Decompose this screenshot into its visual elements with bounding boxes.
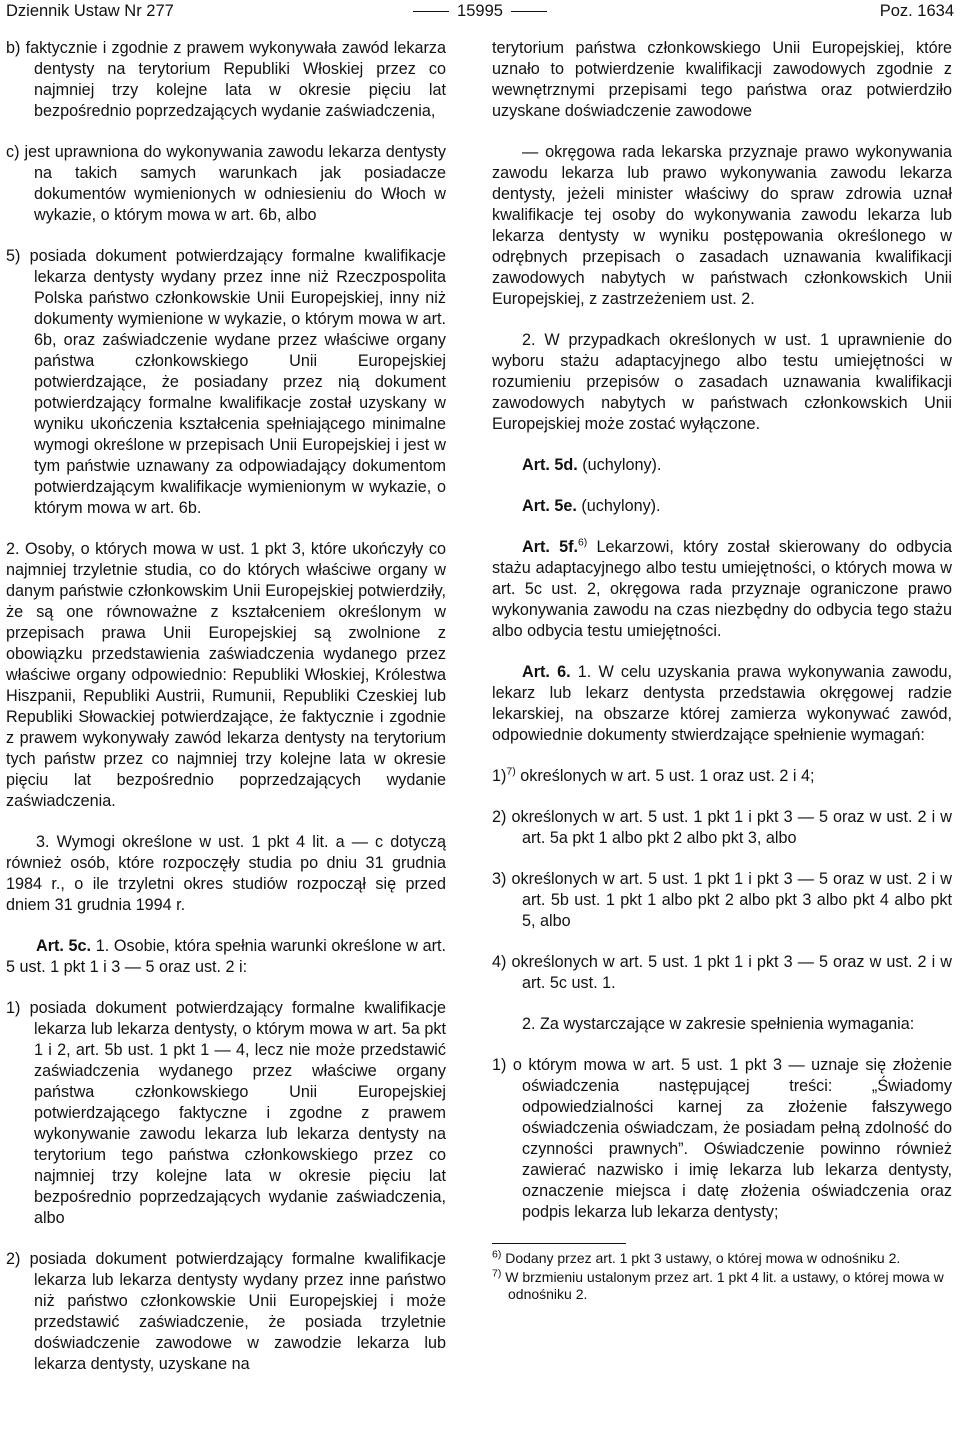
footnote-6-text: Dodany przez art. 1 pkt 3 ustawy, o której mowa w odnośniku 2. [505, 1250, 901, 1266]
paragraph-5: 5) posiada dokument potwierdzający formalne kwalifikacje lekarza dentysty wydany przez inne niż Rzeczpospolita Polska państwo członkowskie Unii Europejskiej, inny niż dokumenty wymienione w wykazie, o którym mowa w art. 6b, oraz zaświadczenie wydane przez właściwe organy państwa członkowskiego Unii Europejskiej potwierdzające, że posiadany przez nią dokument potwierdzający formalne kwalifikacje został uzyskany w wyniku ukończenia kształcenia spełniającego minimalne wymogi określone w przepisach Unii Europejskiej i jest w tym państwie uznawany za odpowiadający dokumentom potwierdzającym kwalifikacje wymienionym w wykazie, o którym mowa w art. 6b. [6, 247, 446, 517]
footnote-ref-7: 7) [506, 765, 516, 778]
footnote-divider [492, 1243, 626, 1244]
paragraph-dash: — okręgowa rada lekarska przyznaje prawo wykonywania zawodu lekarza lub prawo wykonywania zawodu lekarza dentysty, jeżeli minister właściwy do spraw zdrowia uznał kwalifikacje tej osoby do wykonywania zawodu lekarza lub lekarza dentysty w wyniku postępowania określonego w odrębnych przepisach o zasadach uznawania kwalifikacji zawodowych nabytych w państwach członkowskich Unii Europejskiej, z zastrzeżeniem ust. 2. [492, 143, 952, 308]
footnote-6 [492, 1250, 952, 1267]
article-5c-text: 1. Osobie, która spełnia warunki określone w art. 5 ust. 1 pkt 1 i 3 — 5 oraz ust. 2 i: [6, 937, 446, 976]
article-5c [6, 936, 446, 978]
footnote-6-number: 6) [492, 1248, 502, 1261]
page-number: 15995 [6, 2, 954, 21]
article-5e-label: Art. 5e. [522, 497, 577, 515]
article-5c-item-2: 2) posiada dokument potwierdzający formalne kwalifikacje lekarza lub lekarza dentysty wydany przez inne państwo niż państwo członkowskie Unii Europejskiej i może przedstawić zaświadczenie, że posiada trzyletnie doświadczenie zawodowe w zawodzie lekarza lub lekarza dentysty, uzyskane na [6, 1250, 446, 1373]
footnote-ref-6: 6) [577, 536, 588, 549]
article-6-ust-2-item-1: 1) o którym mowa w art. 5 ust. 1 pkt 3 — uznaje się złożenie oświadczenia następującej treści: „Świadomy odpowiedzialności karnej za złożenie fałszywego oświadczenia oświadczam, że posiadam pełną zdolność do czynności prawnych”. Oświadczenie powinno również zawierać nazwisko i imię lekarza lub lekarza dentysty, oznaczenie miejsca i datę złożenia oświadczenia oraz podpis lekarza lub lekarza dentysty; [492, 1056, 952, 1221]
article-5d [492, 455, 952, 476]
footnote-7-text: W brzmieniu ustalonym przez art. 1 pkt 4 lit. a ustawy, o której mowa w odnośniku 2. [505, 1269, 944, 1302]
article-6-item-1-text: określonych w art. 5 ust. 1 oraz ust. 2 i 4; [520, 767, 815, 785]
right-column [492, 38, 952, 1305]
article-6-item-2: 2) określonych w art. 5 ust. 1 pkt 1 i pkt 3 — 5 oraz w ust. 2 i w art. 5a pkt 1 albo pkt 2 albo pkt 3, albo [492, 808, 952, 847]
article-6-ust-2: 2. Za wystarczające w zakresie spełnienia wymagania: [522, 1015, 915, 1033]
article-5e-text: (uchylony). [581, 497, 661, 515]
article-5c-label: Art. 5c. [36, 937, 92, 955]
article-6-label: Art. 6. [522, 663, 571, 681]
article-6-item-3: 3) określonych w art. 5 ust. 1 pkt 1 i pkt 3 — 5 oraz w ust. 2 i w art. 5b ust. 1 pkt 1 albo pkt 2 albo pkt 3 albo pkt 4 albo pkt 5, albo [492, 870, 952, 930]
page-header [6, 2, 954, 24]
article-6 [492, 662, 952, 746]
article-5f-text: Lekarzowi, który został skierowany do odbycia stażu adaptacyjnego albo testu umiejętności, o których mowa w art. 5c ust. 2, okręgowa rada przyznaje ograniczone prawo wykonywania zawodu na czas niezbędny do odbycia tego stażu albo odbycia testu umiejętności. [492, 538, 952, 640]
article-6-item-1-number: 1) [492, 767, 507, 785]
article-5f [492, 537, 952, 642]
paragraph-b: b) faktycznie i zgodnie z prawem wykonywała zawód lekarza dentysty na terytorium Republiki Włoskiej przez co najmniej trzy kolejne lata w okresie pięciu lat bezpośrednio poprzedzających wydanie zaświadczenia, [6, 39, 446, 120]
article-6-item-1 [492, 766, 952, 787]
paragraph-ust-2: 2. Osoby, o których mowa w ust. 1 pkt 3, które ukończyły co najmniej trzyletnie studia, co do których właściwe organy w danym państwie członkowskim Unii Europejskiej potwierdziły, że są one równoważne z kształceniem określonym w przepisach prawa Unii Europejskiej są zwolnione z obowiązku przedstawienia zaświadczenia wydanego przez właściwe organy odpowiednio: Republiki Włoskiej, Królestwa Hiszpanii, Republiki Austrii, Rumunii, Republiki Czeskiej lub Republiki Słowackiej potwierdzające, że faktycznie i zgodnie z prawem wykonywały zawód lekarza dentysty na terytorium tych państw przez co najmniej trzy kolejne lata w okresie pięciu lat bezpośrednio poprzedzających wydanie zaświadczenia. [6, 540, 446, 810]
position-number: Poz. 1634 [879, 2, 954, 20]
article-6-item-4: 4) określonych w art. 5 ust. 1 pkt 1 i pkt 3 — 5 oraz w ust. 2 i w art. 5c ust. 1. [492, 953, 952, 992]
article-5c-item-1: 1) posiada dokument potwierdzający formalne kwalifikacje lekarza lub lekarza dentysty, o którym mowa w art. 5a pkt 1 i 2, art. 5b ust. 1 pkt 1 — 4, lecz nie może przedstawić zaświadczenia wydanego przez właściwe organy państwa członkowskiego Unii Europejskiej potwierdzającego faktyczne i zgodne z prawem wykonywanie zawodu lekarza lub lekarza dentysty na terytorium tego państwa członkowskiego przez co najmniej trzy kolejne lata w okresie pięciu lat bezpośrednio poprzedzających wydanie zaświadczenia, albo [6, 999, 446, 1227]
article-5f-label: Art. 5f. [522, 538, 578, 556]
paragraph-c: c) jest uprawniona do wykonywania zawodu lekarza dentysty na takich samych warunkach jak posiadacze dokumentów wymienionych w odniesieniu do Włoch w wykazie, o którym mowa w art. 6b, albo [6, 143, 446, 224]
continuation-paragraph: terytorium państwa członkowskiego Unii Europejskiej, które uznało to potwierdzenie kwalifikacji zawodowych zgodnie z wewnętrznymi przepisami tego państwa oraz potwierdziło uzyskane doświadczenie zawodowe [492, 39, 952, 120]
article-6-text: 1. W celu uzyskania prawa wykonywania zawodu, lekarz lub lekarz dentysta przedstawia okręgowej radzie lekarskiej, na obszarze której zamierza wykonywać zawód, odpowiednie dokumenty stwierdzające spełnienie wymagań: [492, 663, 952, 744]
paragraph-5c-ust-2: 2. W przypadkach określonych w ust. 1 uprawnienie do wyboru stażu adaptacyjnego albo testu umiejętności w rozumieniu przepisów o zasadach uznawania kwalifikacji zawodowych nabytych w państwach członkowskich Unii Europejskiej może zostać wyłączone. [492, 331, 952, 433]
footnote-7-number: 7) [492, 1267, 502, 1280]
paragraph-ust-3: 3. Wymogi określone w ust. 1 pkt 4 lit. a — c dotyczą również osób, które rozpoczęły studia po dniu 31 grudnia 1984 r., o ile trzyletni okres studiów rozpoczął się przed dniem 31 grudnia 1994 r. [6, 833, 446, 914]
article-5d-text: (uchylony). [582, 456, 662, 474]
footnote-7 [492, 1269, 952, 1303]
article-5d-label: Art. 5d. [522, 456, 578, 474]
article-5e [492, 496, 952, 517]
left-column [6, 38, 446, 1395]
journal-title: Dziennik Ustaw Nr 277 [6, 2, 174, 20]
